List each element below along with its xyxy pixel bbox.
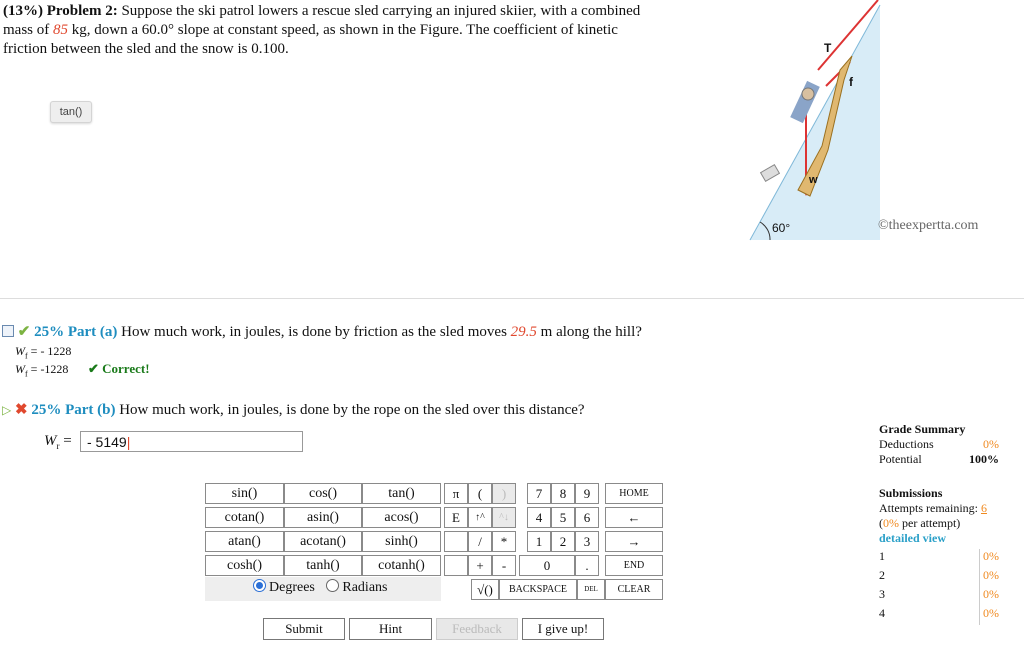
submission-row: 2 0% bbox=[879, 568, 999, 587]
tan-button[interactable]: tan() bbox=[362, 483, 441, 504]
digit-9-button[interactable]: 9 bbox=[575, 483, 599, 504]
clear-button[interactable]: CLEAR bbox=[605, 579, 663, 600]
divider bbox=[0, 298, 1024, 299]
tanh-button[interactable]: tanh() bbox=[284, 555, 362, 576]
blank-key-1 bbox=[444, 531, 468, 552]
expand-icon[interactable]: ▷ bbox=[2, 403, 12, 417]
part-a-label: Part (a) bbox=[67, 324, 118, 340]
friction-label: f bbox=[849, 75, 853, 89]
left-arrow-button[interactable]: ← bbox=[605, 507, 663, 528]
part-a-answer-entered: $W_f$ = - 1228 bbox=[15, 344, 72, 361]
deductions-value: 0% bbox=[983, 437, 999, 451]
collapse-icon[interactable] bbox=[2, 325, 14, 337]
problem-mass: 85 bbox=[53, 22, 68, 38]
right-arrow-button[interactable]: → bbox=[605, 531, 663, 552]
sin-button[interactable]: sin() bbox=[205, 483, 284, 504]
radians-option[interactable]: Radians bbox=[326, 580, 387, 595]
part-a-question-end: m along the hill? bbox=[540, 324, 642, 340]
digit-8-button[interactable]: 8 bbox=[551, 483, 575, 504]
submissions-panel: Submissions Attempts remaining: 6 (0% per attempt) detailed view 1 0% 2 0% 3 0% 4 0% bbox=[879, 486, 999, 625]
down-caret-button[interactable]: ^↓ bbox=[492, 507, 516, 528]
digit-4-button[interactable]: 4 bbox=[527, 507, 551, 528]
pi-button[interactable]: π bbox=[444, 483, 468, 504]
up-caret-button[interactable]: ↑^ bbox=[468, 507, 492, 528]
submission-row: 4 0% bbox=[879, 606, 999, 625]
digit-6-button[interactable]: 6 bbox=[575, 507, 599, 528]
checkmark-icon: ✔ bbox=[17, 324, 31, 340]
part-b-question: How much work, in joules, is done by the rope on the sled over this distance? bbox=[119, 402, 585, 418]
radians-radio[interactable] bbox=[326, 579, 339, 592]
grade-summary-title: Grade Summary bbox=[879, 422, 966, 436]
feedback-button[interactable]: Feedback bbox=[436, 618, 518, 640]
minus-button[interactable]: - bbox=[492, 555, 516, 576]
close-paren-button[interactable]: ) bbox=[492, 483, 516, 504]
grade-summary bbox=[879, 422, 999, 467]
angle-unit-selector bbox=[205, 577, 441, 601]
skier-body bbox=[790, 81, 820, 123]
answer-label: $W_r$ = bbox=[44, 433, 72, 451]
backspace-button[interactable]: BACKSPACE bbox=[499, 579, 577, 600]
angle-label: 60° bbox=[772, 221, 791, 235]
digit-1-button[interactable]: 1 bbox=[527, 531, 551, 552]
problem-text-2: kg, down a 60.0° slope at constant speed, as shown in the Figure. The coefficient of kinetic friction between the sled and the snow is 0.100. bbox=[3, 22, 618, 57]
give-up-button[interactable]: I give up! bbox=[522, 618, 604, 640]
part-b-percent: 25% bbox=[31, 402, 62, 418]
e-button[interactable]: E bbox=[444, 507, 468, 528]
problem-figure bbox=[748, 0, 888, 242]
asin-button[interactable]: asin() bbox=[284, 507, 362, 528]
cotanh-button[interactable]: cotanh() bbox=[362, 555, 441, 576]
digit-2-button[interactable]: 2 bbox=[551, 531, 575, 552]
correct-status: ✔ Correct! bbox=[88, 361, 150, 376]
divide-button[interactable]: / bbox=[468, 531, 492, 552]
skier-head bbox=[802, 88, 814, 100]
end-button[interactable]: END bbox=[605, 555, 663, 576]
incorrect-icon: ✖ bbox=[14, 402, 28, 418]
figure-credit: ©theexpertta.com bbox=[878, 218, 979, 233]
digit-3-button[interactable]: 3 bbox=[575, 531, 599, 552]
per-attempt-value: 0% bbox=[883, 516, 899, 530]
home-button[interactable]: HOME bbox=[605, 483, 663, 504]
part-a-distance: 29.5 bbox=[510, 324, 537, 340]
multiply-button[interactable]: * bbox=[492, 531, 516, 552]
attempts-label: Attempts remaining: bbox=[879, 501, 978, 515]
weight-label: w bbox=[809, 174, 818, 186]
potential-value: 100% bbox=[969, 452, 999, 466]
attempts-value: 6 bbox=[980, 501, 987, 515]
part-a-header bbox=[2, 322, 642, 341]
submission-row: 1 0% bbox=[879, 549, 999, 568]
tan-tooltip: tan() bbox=[50, 101, 92, 123]
per-attempt-label: per attempt) bbox=[902, 516, 961, 530]
cotan-button[interactable]: cotan() bbox=[205, 507, 284, 528]
problem-text-1: Suppose the ski patrol lowers a rescue sled carrying an injured skiier, with a combined mass of bbox=[3, 3, 641, 38]
problem-percent: (13%) bbox=[3, 3, 43, 19]
degrees-radio[interactable] bbox=[253, 579, 266, 592]
part-b-header bbox=[2, 400, 585, 419]
problem-statement bbox=[3, 2, 643, 59]
sqrt-button[interactable]: √() bbox=[471, 579, 499, 600]
decimal-button[interactable]: . bbox=[575, 555, 599, 576]
digit-7-button[interactable]: 7 bbox=[527, 483, 551, 504]
atan-button[interactable]: atan() bbox=[205, 531, 284, 552]
open-paren-button[interactable]: ( bbox=[468, 483, 492, 504]
problem-number: Problem 2: bbox=[46, 3, 118, 19]
plus-button[interactable]: + bbox=[468, 555, 492, 576]
hint-button[interactable]: Hint bbox=[349, 618, 432, 640]
cosh-button[interactable]: cosh() bbox=[205, 555, 284, 576]
submit-button[interactable]: Submit bbox=[263, 618, 345, 640]
potential-label: Potential bbox=[879, 452, 922, 466]
detailed-view-link[interactable]: detailed view bbox=[879, 531, 946, 545]
sinh-button[interactable]: sinh() bbox=[362, 531, 441, 552]
blank-key-2 bbox=[444, 555, 468, 576]
digit-5-button[interactable]: 5 bbox=[551, 507, 575, 528]
part-a-percent: 25% bbox=[34, 324, 65, 340]
part-a-answer-graded: $W_f = -1228$ bbox=[15, 362, 69, 379]
submission-row: 3 0% bbox=[879, 587, 999, 606]
answer-input[interactable]: - 5149| bbox=[80, 431, 303, 452]
deductions-label: Deductions bbox=[879, 437, 934, 451]
calculator-keypad bbox=[205, 483, 663, 601]
tension-label: T bbox=[824, 41, 832, 55]
del-button[interactable]: DEL bbox=[577, 579, 605, 600]
submissions-title: Submissions bbox=[879, 486, 943, 500]
acotan-button[interactable]: acotan() bbox=[284, 531, 362, 552]
part-b-label: Part (b) bbox=[65, 402, 116, 418]
part-a-question: How much work, in joules, is done by friction as the sled moves bbox=[121, 324, 507, 340]
cos-button[interactable]: cos() bbox=[284, 483, 362, 504]
degrees-option[interactable]: Degrees bbox=[253, 580, 315, 595]
acos-button[interactable]: acos() bbox=[362, 507, 441, 528]
digit-0-button[interactable]: 0 bbox=[519, 555, 575, 576]
